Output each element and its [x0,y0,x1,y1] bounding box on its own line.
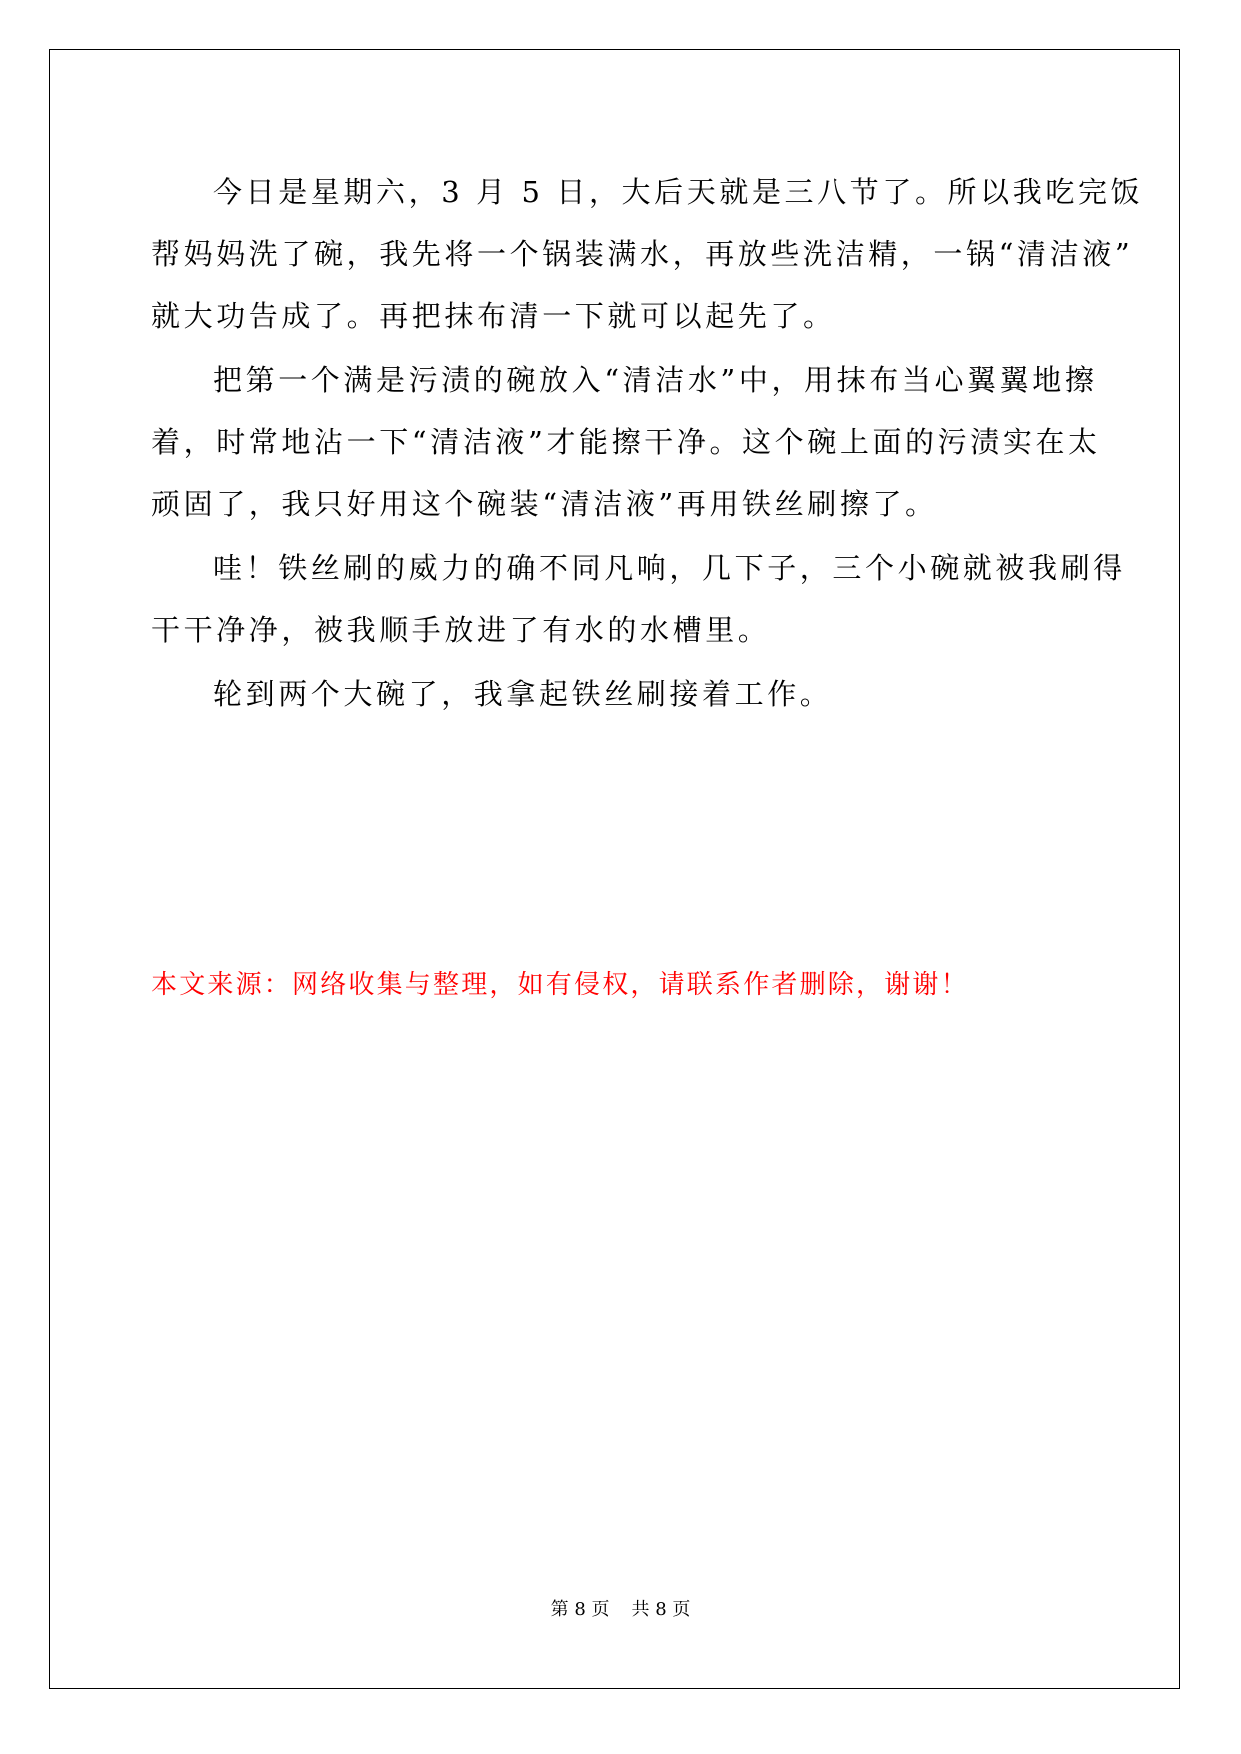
source-note: 本文来源：网络收集与整理，如有侵权，请联系作者删除，谢谢！ [151,970,969,1000]
document-body [151,161,1144,725]
paragraph-1-line-2: 帮妈妈洗了碗，我先将一个锅装满水，再放些洗洁精，一锅“清洁液” [151,237,1134,271]
footer-total-pages: 共 8 页 [631,1599,691,1620]
paragraph-1-line-3: 就大功告成了。再把抹布清一下就可以起先了。 [151,299,836,333]
page-footer [0,1595,1241,1625]
paragraph-2-line-3: 顽固了，我只好用这个碗装“清洁液”再用铁丝刷擦了。 [151,487,938,521]
paragraph-3-line-1: 哇！铁丝刷的威力的确不同凡响，几下子，三个小碗就被我刷得 [213,551,1126,585]
paragraph-2-line-1: 把第一个满是污渍的碗放入“清洁水”中，用抹布当心翼翼地擦 [213,363,1098,397]
paragraph-2-line-2: 着，时常地沾一下“清洁液”才能擦干净。这个碗上面的污渍实在太 [151,425,1101,459]
footer-current-page: 第 8 页 [550,1599,610,1620]
paragraph-4-line-1: 轮到两个大碗了，我拿起铁丝刷接着工作。 [213,677,833,711]
paragraph-3-line-2: 干干净净，被我顺手放进了有水的水槽里。 [151,613,771,647]
paragraph-1-line-1: 今日是星期六，3 月 5 日，大后天就是三八节了。所以我吃完饭 [213,175,1144,209]
